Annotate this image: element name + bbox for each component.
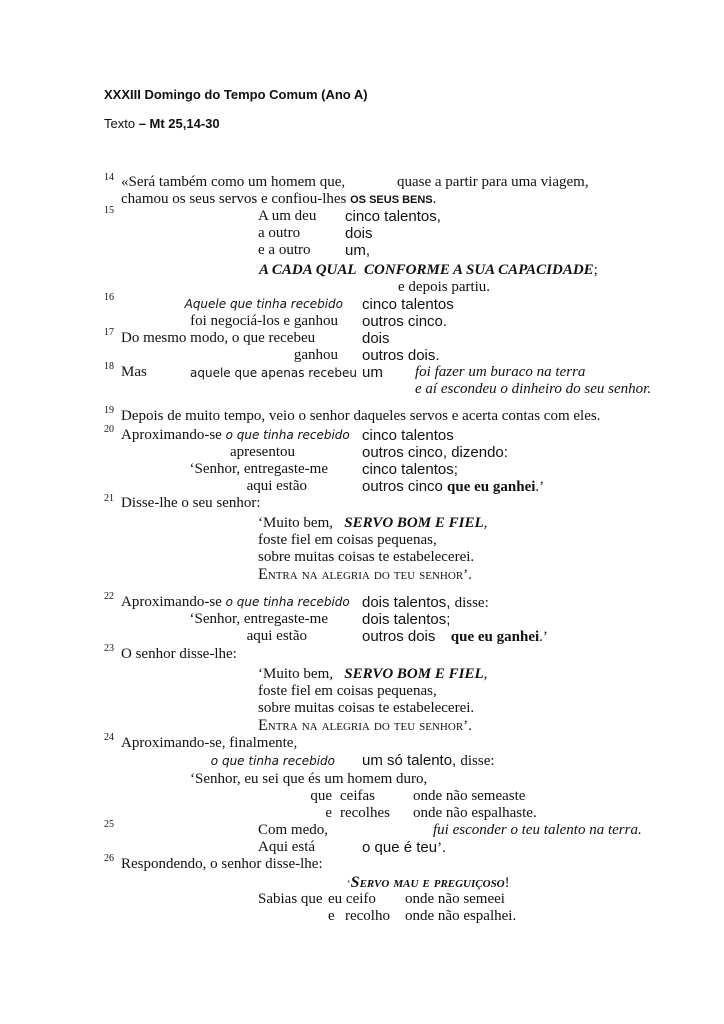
punctuation: ‘ <box>347 878 351 890</box>
verse-16-r2a: foi negociá-los e ganhou <box>190 313 338 329</box>
emphasis-text: SERVO BOM E FIEL <box>344 515 484 531</box>
small-caps-text: Entra na alegria do teu senhor <box>258 566 464 583</box>
verse-23-r4 <box>258 717 472 735</box>
punctuation: , <box>483 666 488 682</box>
verse-number: 19 <box>104 405 114 416</box>
verse-number: 21 <box>104 493 114 504</box>
verse-text: o que é teu <box>362 839 438 856</box>
verse-22-r3a: aqui estão <box>246 628 307 644</box>
verse-23-r3: sobre muitas coisas te estabelecerei. <box>258 700 475 716</box>
verse-18-d: foi fazer um buraco na terra <box>415 364 586 380</box>
verse-24-r2: ‘Senhor, eu sei que és um homem duro, <box>190 771 428 787</box>
verse-20-r2a: apresentou <box>230 444 295 460</box>
verse-19: Depois de muito tempo, veio o senhor daqueles servos e acerta contas com eles. <box>121 408 601 424</box>
verse-25-r2b <box>362 839 446 857</box>
verse-18-c: um <box>362 364 383 381</box>
verse-20-r3b: cinco talentos; <box>362 461 458 478</box>
verse-16-r1b: cinco talentos <box>362 296 454 313</box>
emphasis-text: SERVO BOM E FIEL <box>344 666 484 682</box>
verse-number: 26 <box>104 853 114 864</box>
verse-text: disse: <box>460 753 495 769</box>
verse-24-intro: Aproximando-se, finalmente, <box>121 735 298 751</box>
verse-20-r2b <box>362 444 508 462</box>
verse-15-r1a: A um deu <box>258 208 317 224</box>
verse-24-r3a: que <box>310 788 332 804</box>
verse-18-b: aquele que apenas recebeu <box>190 366 357 380</box>
verse-18-a: Mas <box>121 364 147 380</box>
italic-text: o que tinha recebido <box>225 595 350 609</box>
verse-24-r1a: o que tinha recebido <box>210 754 335 768</box>
scripture-reference <box>104 115 220 132</box>
verse-26-r3b: recolho <box>345 908 390 924</box>
verse-23-r2: foste fiel em coisas pequenas, <box>258 683 437 699</box>
verse-17-r1a: Do mesmo modo, o que recebeu <box>121 330 316 346</box>
verse-17-r2b: outros dois. <box>362 347 440 364</box>
verse-16-r1a: Aquele que tinha recebido <box>184 297 343 311</box>
verse-number: 24 <box>104 732 114 743</box>
verse-16-r2b: outros cinco. <box>362 313 448 330</box>
verse-24-r4a: e <box>325 805 332 821</box>
verse-26-r3c: onde não espalhei. <box>405 908 517 924</box>
verse-23-r1 <box>258 666 487 683</box>
verse-text: ‘Muito bem, <box>258 515 337 531</box>
punctuation: ! <box>504 875 510 891</box>
verse-15-r4a: A CADA QUAL <box>259 262 357 278</box>
verse-15-r5: e depois partiu. <box>398 279 491 295</box>
verse-text: cinco talentos, <box>345 208 441 225</box>
verse-21-r1 <box>258 515 487 532</box>
emphasis-text: CONFORME A SUA CAPACIDADE <box>364 262 594 278</box>
verse-number: 25 <box>104 819 114 830</box>
verse-number: 23 <box>104 643 114 654</box>
punctuation: .’ <box>535 479 545 495</box>
verse-21-r2: foste fiel em coisas pequenas, <box>258 532 437 548</box>
emphasis-text: Servo mau e preguiçoso <box>350 874 505 891</box>
verse-number: 20 <box>104 424 114 435</box>
verse-15-r4b <box>364 262 598 279</box>
punctuation: .’ <box>539 629 548 645</box>
verse-20-r1b: cinco talentos <box>362 427 454 444</box>
punctuation: . <box>432 191 437 207</box>
verse-text: outros dois <box>362 628 440 645</box>
verse-24-r3b: ceifas <box>340 788 375 804</box>
verse-14-line-1: «Será também como um homem que, <box>121 174 346 190</box>
verse-text: Aproximando-se <box>121 427 226 443</box>
verse-18-e: e aí escondeu o dinheiro do seu senhor. <box>415 381 652 397</box>
verse-24-r1b <box>362 752 495 770</box>
verse-text: outros cinco, dizendo: <box>362 444 508 461</box>
verse-15-r1b <box>345 208 441 226</box>
verse-25-r1a: Com medo, <box>258 822 328 838</box>
verse-text: dois talentos, <box>362 594 455 611</box>
verse-26-r3a: e <box>328 908 335 924</box>
verse-21-r3: sobre muitas coisas te estabelecerei. <box>258 549 475 565</box>
verse-24-r4c: onde não espalhaste. <box>413 805 537 821</box>
verse-17-r2a: ganhou <box>293 347 338 363</box>
verse-22-r3b <box>362 628 548 646</box>
verse-20-r3a: ‘Senhor, entregaste-me <box>189 461 328 477</box>
punctuation: ’. <box>437 840 446 856</box>
verse-text: disse: <box>454 595 489 611</box>
verse-text: outros cinco <box>362 478 448 495</box>
punctuation: ; <box>593 262 598 278</box>
verse-25-r1b: fui esconder o teu talento na terra. <box>433 822 642 838</box>
verse-14-line-2 <box>121 191 436 209</box>
verse-24-r4b: recolhes <box>340 805 390 821</box>
verse-text: ‘Muito bem, <box>258 666 337 682</box>
verse-number: 16 <box>104 292 114 303</box>
verse-26-intro: Respondendo, o senhor disse-lhe: <box>121 856 323 872</box>
verse-number: 18 <box>104 361 114 372</box>
verse-21-intro: Disse-lhe o seu senhor: <box>121 495 261 511</box>
emphasis-text: que eu ganhei <box>447 479 536 495</box>
verse-text: um só talento, <box>362 752 461 769</box>
verse-number: 15 <box>104 205 114 216</box>
verse-26-r2c: onde não semeei <box>405 891 505 907</box>
verse-number: 14 <box>104 172 114 183</box>
emphasis-text: OS SEUS BENS <box>350 194 433 206</box>
verse-22-r2a: ‘Senhor, entregaste-me <box>189 611 328 627</box>
verse-22-r1b <box>362 594 489 612</box>
verse-22-r1a <box>121 594 350 611</box>
verse-26-r2b: eu ceifo <box>328 891 376 907</box>
small-caps-text: Entra na alegria do teu senhor <box>258 717 464 734</box>
verse-24-r3c: onde não semeaste <box>413 788 526 804</box>
verse-15-r2b: dois <box>345 225 373 242</box>
verse-17-r1b: dois <box>362 330 390 347</box>
punctuation: ’. <box>463 718 472 734</box>
verse-14-line-1b: quase a partir para uma viagem, <box>397 174 589 190</box>
punctuation: ’. <box>463 567 472 583</box>
verse-15-r3b: um, <box>345 242 371 259</box>
subtitle-prefix: Texto <box>104 116 139 131</box>
verse-number: 17 <box>104 327 114 338</box>
verse-20-r4a: aqui estão <box>246 478 307 494</box>
verse-25-r2a: Aqui está <box>258 839 316 855</box>
italic-text: o que tinha recebido <box>225 428 350 442</box>
verse-text: Aproximando-se <box>121 594 226 610</box>
verse-20-r1a <box>121 427 350 444</box>
verse-22-r2b: dois talentos; <box>362 611 451 628</box>
verse-number: 22 <box>104 591 114 602</box>
punctuation: , <box>483 515 488 531</box>
verse-text: chamou os seus servos e confiou-lhes <box>121 191 347 207</box>
verse-23-intro: O senhor disse-lhe: <box>121 646 237 662</box>
subtitle-ref: – Mt 25,14-30 <box>138 116 220 131</box>
verse-20-r4b <box>362 478 544 496</box>
verse-15-r2a: a outro <box>258 225 301 241</box>
verse-15-r3a: e a outro <box>258 242 311 258</box>
emphasis-text: que eu ganhei <box>450 629 540 645</box>
verse-21-r4 <box>258 566 472 584</box>
document-title: XXXIII Domingo do Tempo Comum (Ano A) <box>104 87 368 102</box>
verse-26-r2a: Sabias que <box>258 891 323 907</box>
